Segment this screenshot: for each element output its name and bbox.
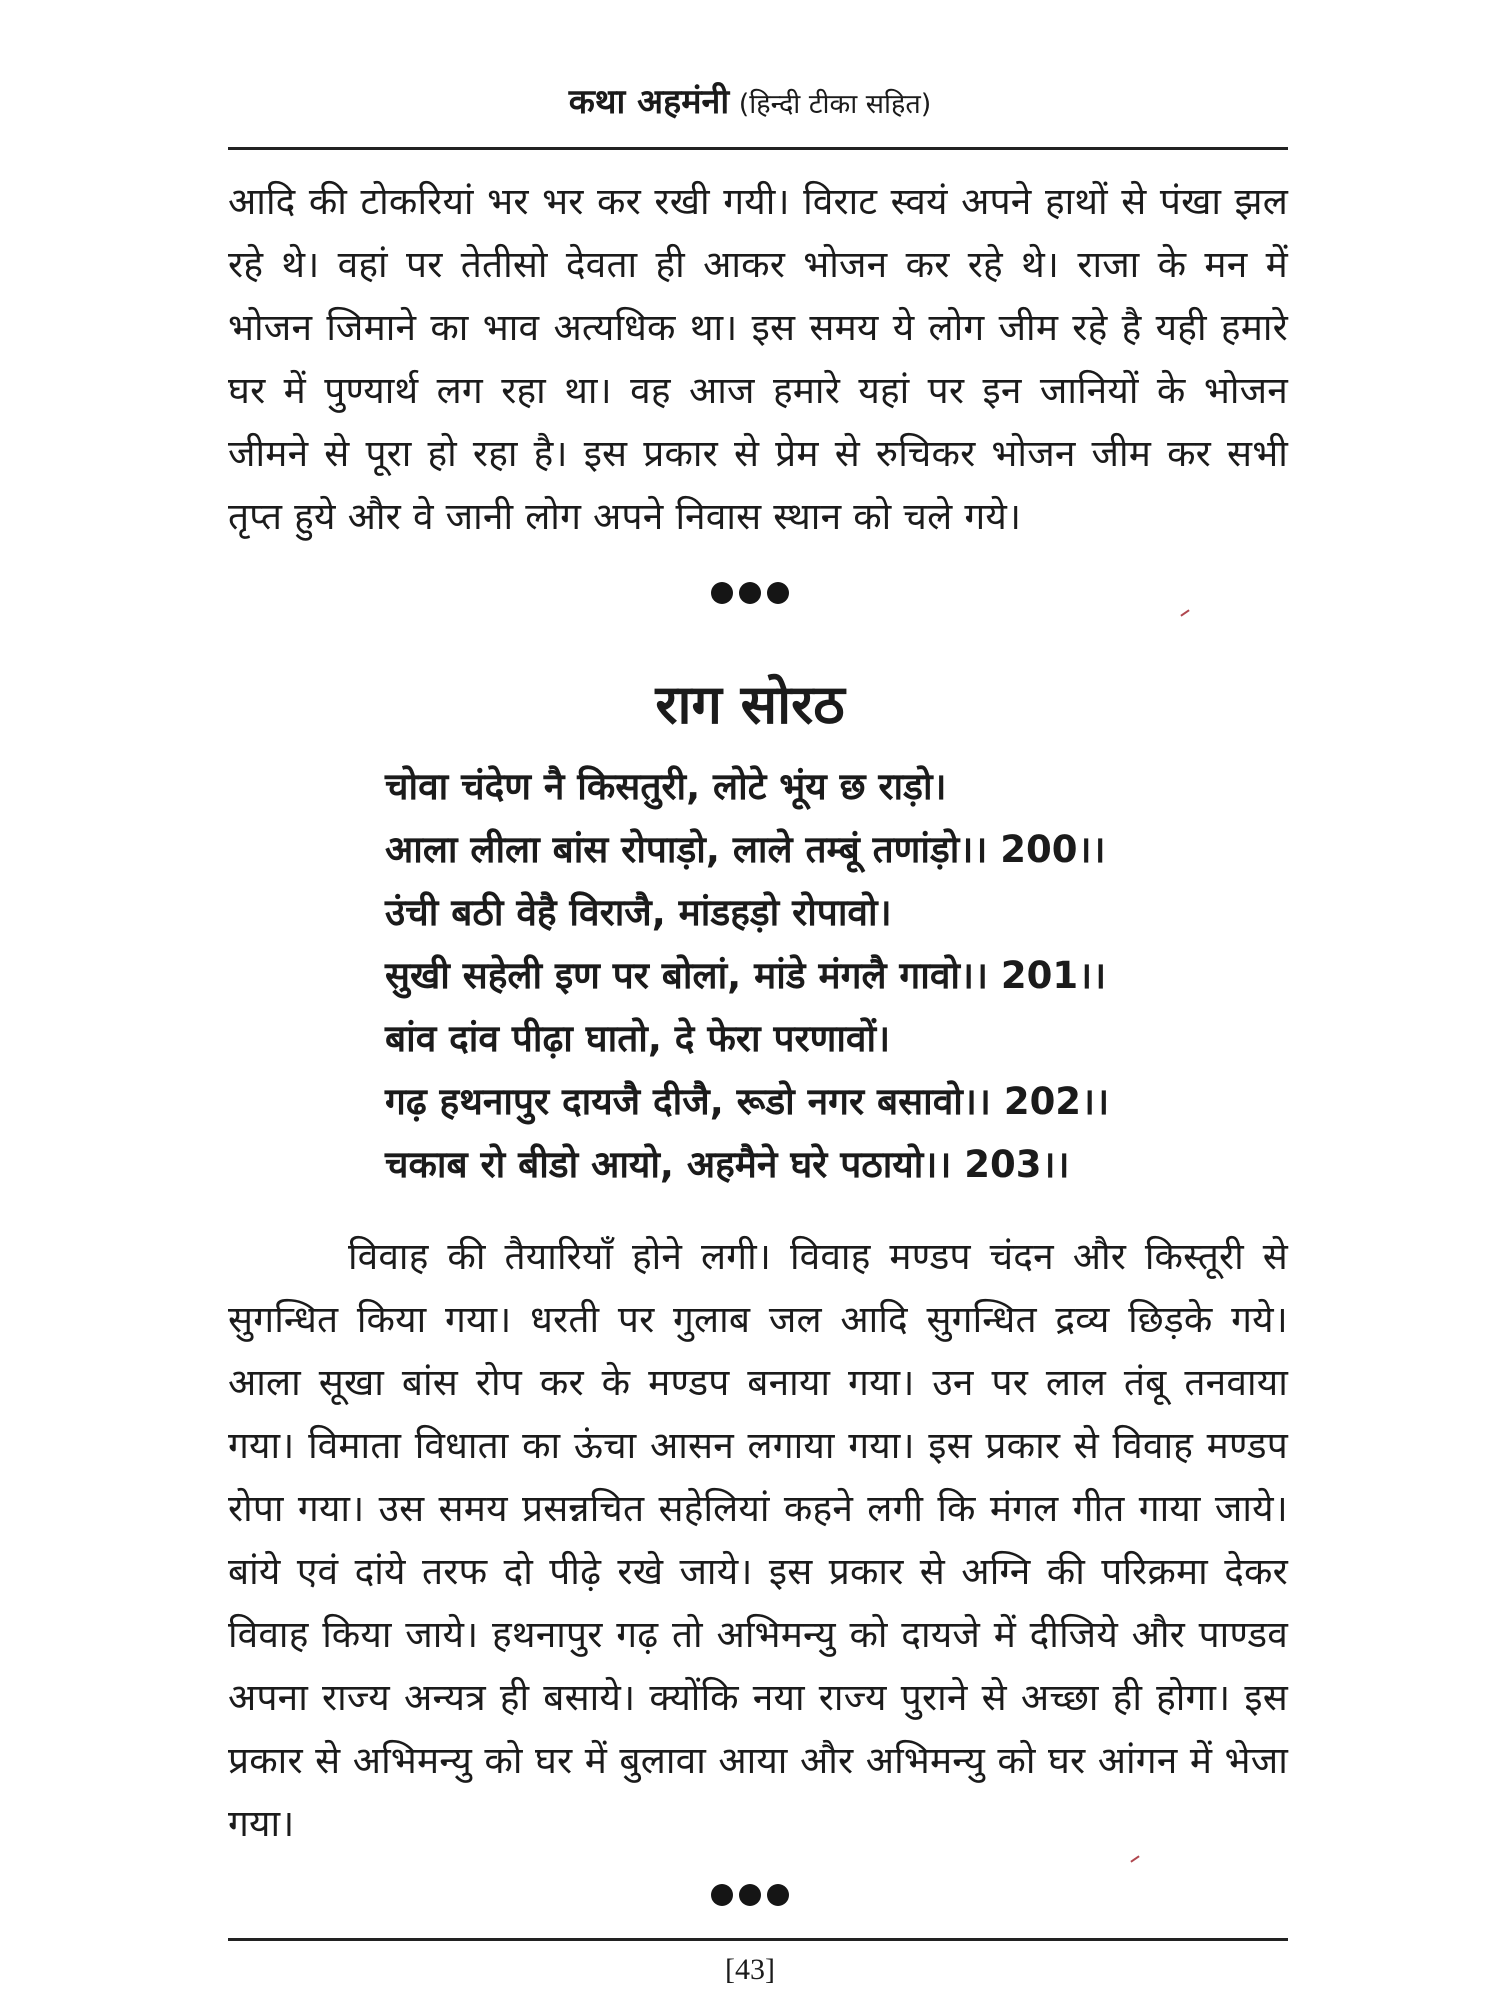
footer-rule — [228, 1938, 1288, 1941]
verse-line: गढ़ हथनापुर दायजै दीजै, रूडो नगर बसावो।। 202।। — [385, 1080, 1110, 1123]
ornament-dot — [739, 1884, 761, 1906]
verse-line: चोवा चंदेण नै किसतुरी, लोटे भूंय छ राड़ो। — [385, 765, 947, 808]
running-header — [215, 82, 1285, 125]
section-divider-ornament — [0, 578, 1500, 611]
verse-line: चकाब रो बीडो आयो, अहमैने घरे पठायो।। 203।। — [385, 1143, 1070, 1186]
commentary-paragraph-2: विवाह की तैयारियाँ होने लगी। विवाह मण्डप चंदन और किस्तूरी से सुगन्धित किया गया। धरती पर गुलाब जल आदि सुगन्धित द्रव्य छिड़के गये। आला सूखा बांस रोप कर के मण्डप बनाया गया। उन पर लाल तंबू तनवाया गया। विमाता विधाता का ऊंचा आसन लगाया गया। इस प्रकार से विवाह मण्डप रोपा गया। उस समय प्रसन्नचित सहेलियां कहने लगी कि मंगल गीत गाया जाये। बांये एवं दांये तरफ दो पीढ़े रखे जाये। इस प्रकार से अग्नि की परिक्रमा देकर विवाह किया जाये। हथनापुर गढ़ तो अभिमन्यु को दायजे में दीजिये और पाण्डव अपना राज्य अन्यत्र ही बसाये। क्योंकि नया राज्य पुराने से अच्छा ही होगा। इस प्रकार से अभिमन्यु को घर में बुलावा आया और अभिमन्यु को घर आंगन में भेजा गया। — [228, 1235, 1288, 1845]
verse-line: आला लीला बांस रोपाड़ो, लाले तम्बूं तणांड़ो।। 200।। — [385, 828, 1106, 871]
page-number: [43] — [725, 1953, 775, 1986]
header-rule — [228, 147, 1288, 150]
book-title: कथा अहमंनी — [568, 82, 730, 122]
ornament-dot — [711, 582, 733, 604]
verse-line: सुखी सहेली इण पर बोलां, मांडे मंगलै गावो।। 201।। — [385, 954, 1107, 997]
ink-speck — [1130, 1855, 1139, 1862]
book-subtitle: (हिन्दी टीका सहित) — [738, 89, 932, 120]
ornament-dot — [739, 582, 761, 604]
ornament-dot — [767, 582, 789, 604]
ornament-dot — [767, 1884, 789, 1906]
section-title: राग सोरठ — [655, 673, 845, 736]
verse-block — [385, 755, 1135, 1196]
commentary-paragraph-1: आदि की टोकरियां भर भर कर रखी गयी। विराट स्वयं अपने हाथों से पंखा झल रहे थे। वहां पर तेतीसो देवता ही आकर भोजन कर रहे थे। राजा के मन में भोजन जिमाने का भाव अत्यधिक था। इस समय ये लोग जीम रहे है यही हमारे घर में पुण्यार्थ लग रहा था। वह आज हमारे यहां पर इन जानियों के भोजन जीमने से पूरा हो रहा है। इस प्रकार से प्रेम से रुचिकर भोजन जीम कर सभी तृप्त हुये और वे जानी लोग अपने निवास स्थान को चले गये। — [228, 180, 1288, 538]
ornament-dot — [711, 1884, 733, 1906]
verse-line: बांव दांव पीढ़ा घातो, दे फेरा परणावों। — [385, 1017, 891, 1060]
verse-line: उंची बठी वेहै विराजै, मांडहड़ो रोपावो। — [385, 891, 892, 934]
end-ornament — [0, 1880, 1500, 1913]
